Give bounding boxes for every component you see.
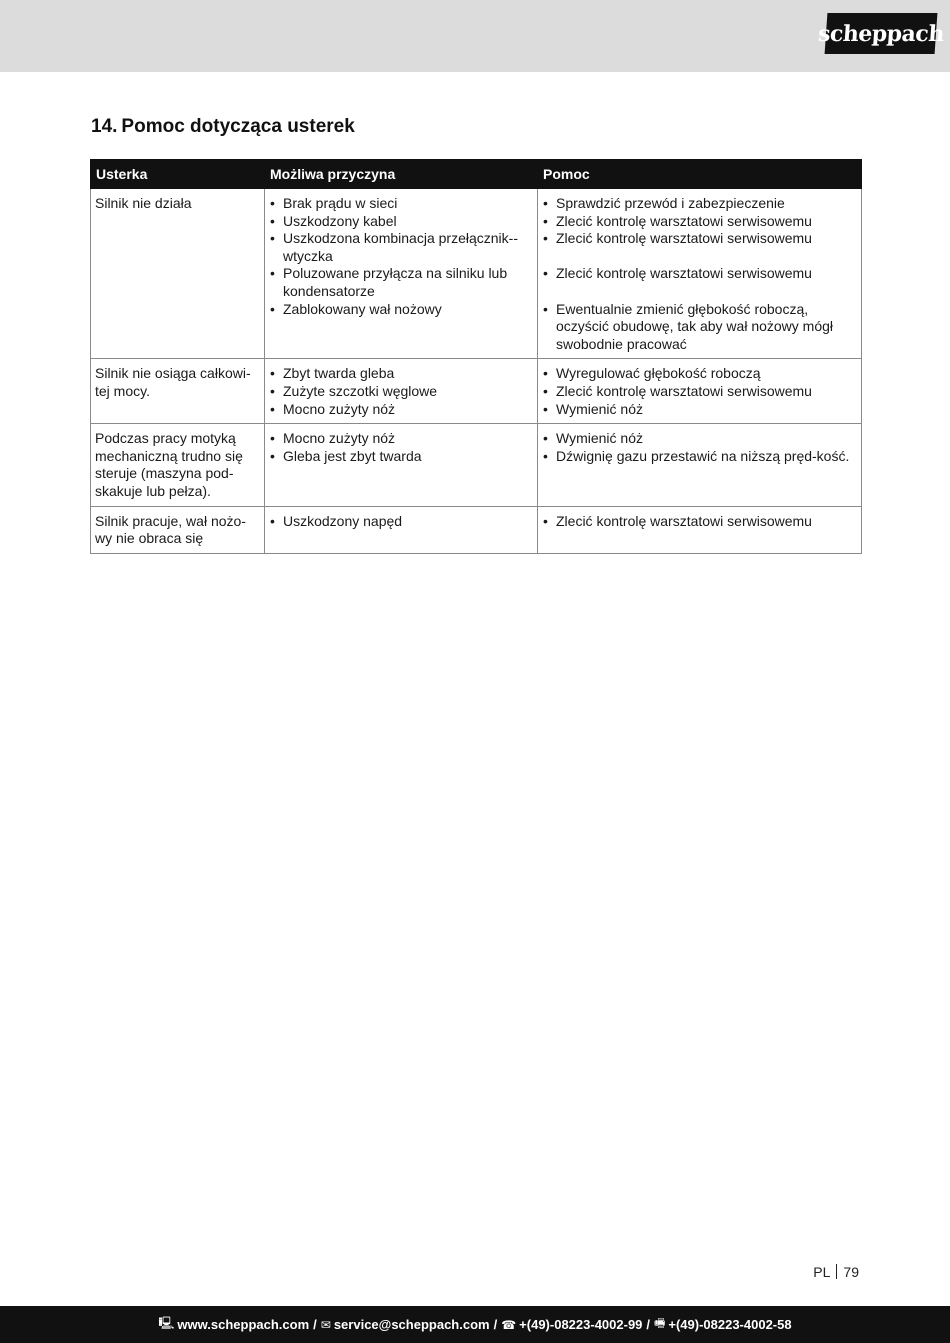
list-item: • Brak prądu w sieci xyxy=(269,195,532,213)
phone-icon: ☎ xyxy=(501,1317,517,1332)
cause-cell xyxy=(265,506,538,553)
fault-cell: Silnik nie osiąga całkowi-tej mocy. xyxy=(91,359,265,424)
computer-icon: 🖳 xyxy=(158,1316,175,1330)
remedy-cell xyxy=(538,359,862,424)
list-item: • Zlecić kontrolę warsztatowi serwisowemu xyxy=(542,265,856,283)
list-item: • Zablokowany wał nożowy xyxy=(269,301,532,319)
footer-separator: / xyxy=(313,1317,317,1332)
list-item: • Sprawdzić przewód i zabezpieczenie xyxy=(542,195,856,213)
list-item: • Mocno zużyty nóż xyxy=(269,430,532,448)
column-header-remedy: Pomoc xyxy=(538,160,862,189)
cause-list xyxy=(269,513,532,531)
cause-cell xyxy=(265,189,538,359)
list-item: • Zlecić kontrolę warsztatowi serwisowemu xyxy=(542,230,856,248)
remedy-list xyxy=(542,513,856,531)
cause-cell xyxy=(265,359,538,424)
header-band xyxy=(0,0,950,72)
remedy-cell xyxy=(538,424,862,506)
section-number: 14. xyxy=(91,116,118,137)
list-item: • Zużyte szczotki węglowe xyxy=(269,383,532,401)
remedy-list xyxy=(542,365,856,418)
fault-cell: Podczas pracy motyką mechaniczną trudno się steruje (maszyna pod-skakuje lub pełza). xyxy=(91,424,265,506)
table-header-row xyxy=(91,160,862,189)
cause-list xyxy=(269,195,532,318)
cause-list xyxy=(269,430,532,465)
fault-cell: Silnik pracuje, wał nożo-wy nie obraca się xyxy=(91,506,265,553)
list-item: • Zlecić kontrolę warsztatowi serwisowemu xyxy=(542,513,856,531)
table-row xyxy=(91,189,862,359)
fault-cell: Silnik nie działa xyxy=(91,189,265,359)
list-item: • Ewentualnie zmienić głębokość roboczą, oczyścić obudowę, tak aby wał nożowy mógł swobodnie pracować xyxy=(542,301,856,354)
cause-list xyxy=(269,365,532,418)
list-item: • Wymienić nóż xyxy=(542,401,856,419)
footer-separator: / xyxy=(646,1317,651,1332)
fax-icon: 🖷 xyxy=(654,1316,666,1330)
list-item: • Uszkodzona kombinacja przełącznik--wtyczka xyxy=(269,230,532,265)
footer-website-link[interactable]: www.scheppach.com xyxy=(177,1317,310,1332)
remedy-cell xyxy=(538,506,862,553)
table-row xyxy=(91,506,862,553)
footer-fax: +(49)-08223-4002-58 xyxy=(668,1317,792,1332)
troubleshooting-table xyxy=(90,159,862,554)
footer-email-link[interactable]: service@scheppach.com xyxy=(333,1317,490,1332)
list-item: • Wymienić nóż xyxy=(542,430,856,448)
page-language: PL xyxy=(813,1264,831,1280)
table-row xyxy=(91,359,862,424)
column-header-fault: Usterka xyxy=(91,160,265,189)
list-item: • Gleba jest zbyt twarda xyxy=(269,448,532,466)
remedy-cell xyxy=(538,189,862,359)
table-row xyxy=(91,424,862,506)
list-item: • Mocno zużyty nóż xyxy=(269,401,532,419)
section-title-text: Pomoc dotycząca usterek xyxy=(121,116,355,137)
email-icon: ✉ xyxy=(320,1317,331,1332)
page-number-divider xyxy=(836,1264,837,1279)
page-number xyxy=(813,1264,859,1280)
list-item: • Uszkodzony kabel xyxy=(269,213,532,231)
column-header-cause: Możliwa przyczyna xyxy=(265,160,538,189)
list-item: • Zlecić kontrolę warsztatowi serwisowemu xyxy=(542,383,856,401)
list-item: • Poluzowane przyłącza na silniku lub kondensatorze xyxy=(269,265,532,300)
remedy-list xyxy=(542,430,856,465)
list-item: • Dźwignię gazu przestawić na niższą pręd-kość. xyxy=(542,448,856,466)
footer-bar xyxy=(0,1306,950,1343)
list-item: • Zlecić kontrolę warsztatowi serwisowemu xyxy=(542,213,856,231)
page-number-value: 79 xyxy=(843,1264,859,1280)
list-item: • Uszkodzony napęd xyxy=(269,513,532,531)
list-item: • Wyregulować głębokość roboczą xyxy=(542,365,856,383)
cause-cell xyxy=(265,424,538,506)
footer-phone: +(49)-08223-4002-99 xyxy=(519,1317,643,1332)
brand-logo: scheppach xyxy=(825,13,938,54)
remedy-list xyxy=(542,195,856,353)
list-item: • Zbyt twarda gleba xyxy=(269,365,532,383)
section-title xyxy=(91,116,355,138)
footer-separator: / xyxy=(493,1317,498,1332)
